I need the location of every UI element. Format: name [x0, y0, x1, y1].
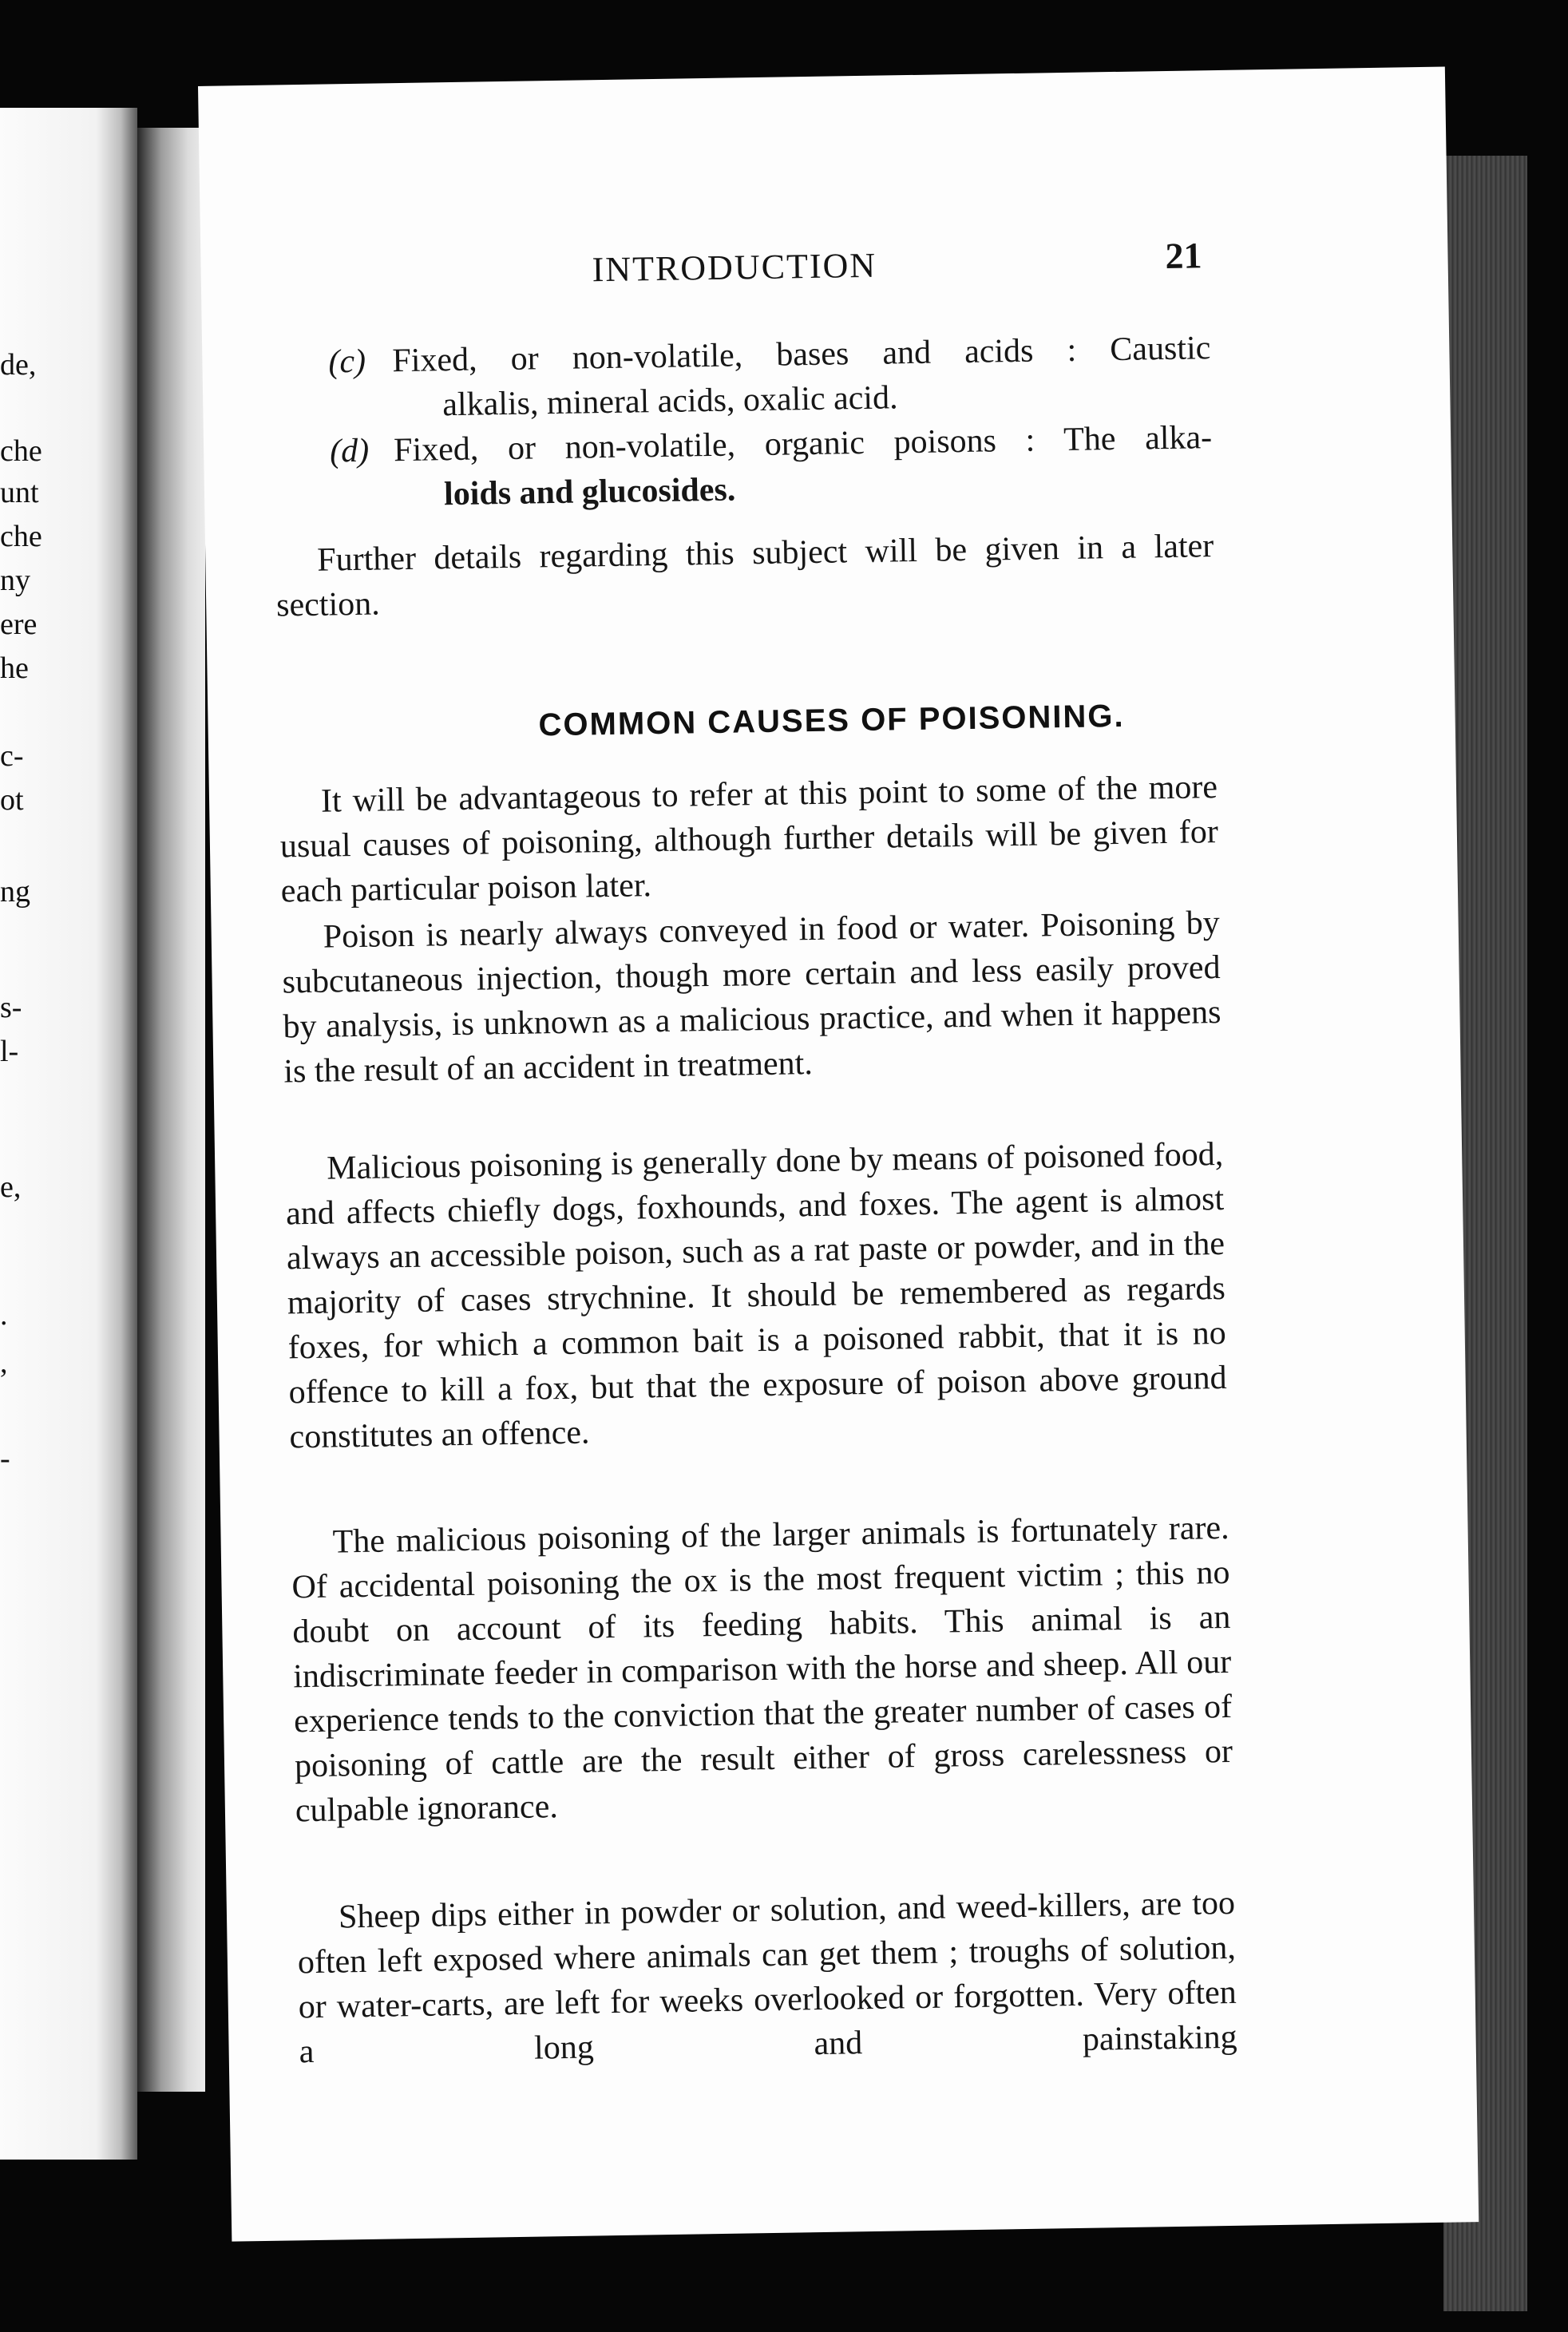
paragraph-text: Malicious poisoning is generally done by means of poisoned food, and affects chiefly dogs, foxhounds, and foxes. The agent is almost always an accessible poison, such as a rat paste or powder, and in the majority of cases strychnine. It should be remembered as regards foxes, for which a common bait is a poisoned rabbit, that it is no offence to kill a fox, but that the exposure of poison above ground constitutes an offence.	[285, 1135, 1227, 1456]
paragraph	[297, 1881, 1237, 2074]
paragraph	[281, 901, 1222, 1094]
left-page-fragment: s-	[0, 991, 22, 1024]
paragraph	[275, 524, 1215, 628]
left-page-fragment: ot	[0, 783, 24, 817]
left-page-fragment: l-	[0, 1035, 19, 1068]
left-page-fragment: .	[0, 1298, 8, 1332]
paragraph-text: Poison is nearly always conveyed in food or water. Poisoning by subcutaneous injection, though more certain and less easily proved by analysis, is unknown as a malicious practice, and when it happens is the result of an accident in treatment.	[282, 905, 1222, 1091]
left-page-fragment: de,	[0, 348, 37, 382]
left-facing-page	[0, 108, 137, 2160]
paragraph	[285, 1132, 1228, 1459]
left-page-fragment: ng	[0, 875, 30, 909]
book-gutter-shadow	[137, 128, 205, 2092]
left-page-fragment: che	[0, 434, 42, 468]
list-item-text: alkalis, mineral acids, oxalic acid.	[441, 379, 898, 424]
list-item-label: (d)	[329, 432, 370, 470]
left-page-fragment: c-	[0, 739, 24, 773]
running-head: INTRODUCTION	[592, 245, 877, 290]
left-page-fragment: ny	[0, 564, 30, 597]
paragraph-text: Further details regarding this subject will be given in a later section.	[275, 528, 1214, 624]
left-page-fragment: che	[0, 520, 42, 553]
paragraph-text: Sheep dips either in powder or solution, and weed-killers, are too often left exposed where animals can get them ; troughs of solution, or water-carts, are left for weeks overlooked or forgotten. Very often a long and painstaking	[297, 1884, 1237, 2071]
paragraph-text: The malicious poisoning of the larger animals is fortunately rare. Of accidental poisoning the ox is the most frequent victim ; this no doubt on account of its feeding habits. This animal is an indiscriminate feeder in comparison with the horse and sheep. All our experience tends to the conviction that the greater number of cases of poisoning of cattle are the result either of gross carelessness or culpable ignorance.	[291, 1509, 1233, 1830]
list-item-text: Fixed, or non-volatile, bases and acids : Caustic	[392, 330, 1211, 380]
list-item	[272, 326, 1211, 424]
paragraph-text: It will be advantageous to refer at this point to some of the more usual causes of poisoning, although further details will be given for each particular poison later.	[279, 769, 1219, 910]
left-page-fragment: -	[0, 1442, 10, 1475]
section-heading: COMMON CAUSES OF POISONING.	[538, 698, 1125, 743]
list-item-label: (c)	[328, 342, 366, 381]
page-number: 21	[1165, 235, 1202, 276]
paragraph	[279, 765, 1219, 913]
left-page-fragment: he	[0, 651, 29, 685]
paragraph	[291, 1506, 1233, 1833]
left-page-fragment: ere	[0, 608, 38, 641]
book-page	[198, 66, 1479, 2241]
left-page-fragment: e,	[0, 1170, 22, 1204]
list-item-text: Fixed, or non-volatile, organic poisons : The alka-	[393, 419, 1213, 469]
left-page-fragment: ,	[0, 1346, 8, 1380]
list-item-text: loids and glucosides.	[443, 471, 736, 513]
left-page-fragment: unt	[0, 476, 39, 509]
